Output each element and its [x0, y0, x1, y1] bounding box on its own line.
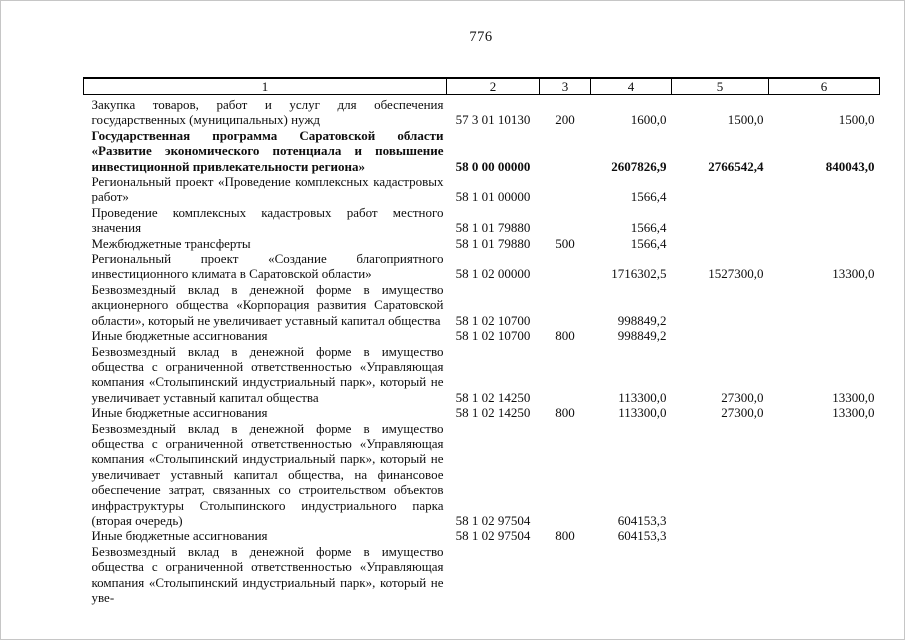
target-code-cell	[447, 544, 540, 606]
amount-col5-cell	[672, 328, 769, 343]
expense-name-cell: Иные бюджетные ассигнования	[91, 405, 268, 421]
page-number: 776	[469, 29, 493, 45]
amount-col6-cell	[769, 328, 880, 343]
target-code-cell: 58 1 02 10700	[455, 328, 531, 344]
expense-name-cell: Межбюджетные трансферты	[91, 235, 251, 251]
amount-col6-cell: 13300,0	[832, 405, 875, 421]
expense-type-cell	[540, 205, 591, 236]
table-header-row	[84, 78, 880, 95]
amount-col5-cell: 27300,0	[721, 405, 764, 421]
amount-col5-cell	[672, 421, 769, 529]
expense-name-cell: Безвозмездный вклад в денежной форме в имущество общества с ограниченной ответственностью «Управляющая компания «Столыпинский индустриальный парк», который не увеличивает уставный капитал общества, на финансовое обеспечение затрат, связанных со строительством объектов инфраструктуры Столыпинского индустриального парка (вторая очередь)	[91, 420, 444, 528]
target-code-cell: 58 1 02 10700	[455, 312, 531, 328]
expense-type-cell: 800	[555, 328, 575, 344]
amount-col6-cell	[769, 205, 880, 236]
amount-col5-cell	[672, 174, 769, 205]
expense-name-cell: Безвозмездный вклад в денежной форме в имущество общества с ограниченной ответственностью «Управляющая компания «Столыпинский индустриальный парк», который не уве-	[91, 543, 444, 605]
table-row	[84, 95, 880, 128]
amount-col6-cell	[769, 544, 880, 606]
table-row	[84, 528, 880, 543]
amount-col5-cell: 2766542,4	[708, 158, 764, 174]
amount-col6-cell: 1500,0	[838, 112, 875, 128]
amount-col6-cell	[769, 236, 880, 251]
table-row	[84, 128, 880, 174]
amount-col4-cell: 604153,3	[617, 528, 667, 544]
amount-col6-cell	[769, 421, 880, 529]
table-header	[84, 78, 880, 95]
amount-col6-cell: 13300,0	[832, 266, 875, 282]
expense-name-cell: Региональный проект «Проведение комплексных кадастровых работ»	[91, 174, 444, 205]
amount-col5-cell: 1527300,0	[708, 266, 764, 282]
amount-col4-cell: 113300,0	[618, 405, 667, 421]
expense-name-cell: Иные бюджетные ассигнования	[91, 528, 268, 544]
expense-type-cell: 200	[555, 112, 575, 128]
amount-col5-cell	[672, 282, 769, 328]
expense-type-cell	[540, 174, 591, 205]
amount-col5-cell	[672, 544, 769, 606]
target-code-cell: 58 1 01 00000	[455, 189, 531, 205]
amount-col5-cell: 1500,0	[727, 112, 764, 128]
target-code-cell: 58 1 01 79880	[455, 220, 531, 236]
amount-col5-cell	[672, 205, 769, 236]
target-code-cell: 58 1 02 97504	[455, 528, 531, 544]
expense-name-cell: Региональный проект «Создание благоприятного инвестиционного климата в Саратовской области»	[91, 251, 444, 282]
amount-col4-cell: 113300,0	[618, 389, 667, 405]
amount-col6-cell	[769, 528, 880, 543]
amount-col4-cell: 998849,2	[617, 312, 667, 328]
amount-col5-cell: 27300,0	[721, 389, 764, 405]
column-header-4: 4	[591, 78, 672, 95]
amount-col4-cell: 1566,4	[630, 235, 667, 251]
amount-col6-cell	[769, 282, 880, 328]
column-header-6: 6	[769, 78, 880, 95]
table-row	[84, 405, 880, 420]
amount-col4-cell	[591, 544, 672, 606]
expense-type-cell	[540, 282, 591, 328]
table-row	[84, 236, 880, 251]
table-row	[84, 328, 880, 343]
amount-col4-cell: 1566,4	[630, 189, 667, 205]
target-code-cell: 58 1 01 79880	[455, 235, 531, 251]
column-header-5: 5	[672, 78, 769, 95]
table-body	[84, 95, 880, 606]
expense-type-cell	[540, 344, 591, 406]
amount-col4-cell: 1600,0	[630, 112, 667, 128]
expense-type-cell: 800	[555, 405, 575, 421]
table-row	[84, 544, 880, 606]
amount-col6-cell	[769, 174, 880, 205]
expense-name-cell: Иные бюджетные ассигнования	[91, 328, 268, 344]
amount-col4-cell: 2607826,9	[611, 158, 667, 174]
table-row	[84, 421, 880, 529]
table-row	[84, 205, 880, 236]
table-row	[84, 251, 880, 282]
target-code-cell: 58 1 02 14250	[455, 389, 531, 405]
amount-col4-cell: 604153,3	[617, 512, 667, 528]
expense-name-cell: Проведение комплексных кадастровых работ местного значения	[91, 204, 444, 236]
target-code-cell: 58 1 02 00000	[455, 266, 531, 282]
amount-col4-cell: 1566,4	[630, 220, 667, 236]
amount-col5-cell	[672, 528, 769, 543]
amount-col4-cell: 998849,2	[617, 328, 667, 344]
expense-type-cell	[540, 128, 591, 174]
expense-name-cell: Безвозмездный вклад в денежной форме в имущество общества с ограниченной ответственностью «Управляющая компания «Столыпинский индустриальный парк», который не увеличивает уставный капитал общества	[91, 343, 444, 405]
expense-name-cell: Безвозмездный вклад в денежной форме в имущество акционерного общества «Корпорация развития Саратовской области», который не увеличивает уставный капитал общества	[91, 281, 444, 328]
amount-col6-cell: 13300,0	[832, 389, 875, 405]
expense-name-cell: Государственная программа Саратовской области «Развитие экономического потенциала и повышение инвестиционной привлекательности региона»	[91, 127, 444, 174]
target-code-cell: 58 1 02 97504	[455, 512, 531, 528]
column-header-1: 1	[84, 78, 447, 95]
target-code-cell: 58 1 02 14250	[455, 405, 531, 421]
amount-col5-cell	[672, 236, 769, 251]
amount-col6-cell: 840043,0	[825, 158, 875, 174]
column-header-2: 2	[447, 78, 540, 95]
amount-col4-cell: 1716302,5	[611, 266, 667, 282]
expense-type-cell	[540, 251, 591, 282]
expense-type-cell: 800	[555, 528, 575, 544]
table-row	[84, 344, 880, 406]
target-code-cell: 58 0 00 00000	[455, 158, 531, 174]
table-row	[84, 174, 880, 205]
column-header-3: 3	[540, 78, 591, 95]
expense-type-cell	[540, 544, 591, 606]
target-code-cell: 57 3 01 10130	[455, 112, 531, 128]
budget-table	[83, 77, 880, 605]
expense-type-cell	[540, 421, 591, 529]
expense-type-cell: 500	[555, 235, 575, 251]
expense-name-cell: Закупка товаров, работ и услуг для обеспечения государственных (муниципальных) нужд	[91, 97, 444, 128]
table-row	[84, 282, 880, 328]
